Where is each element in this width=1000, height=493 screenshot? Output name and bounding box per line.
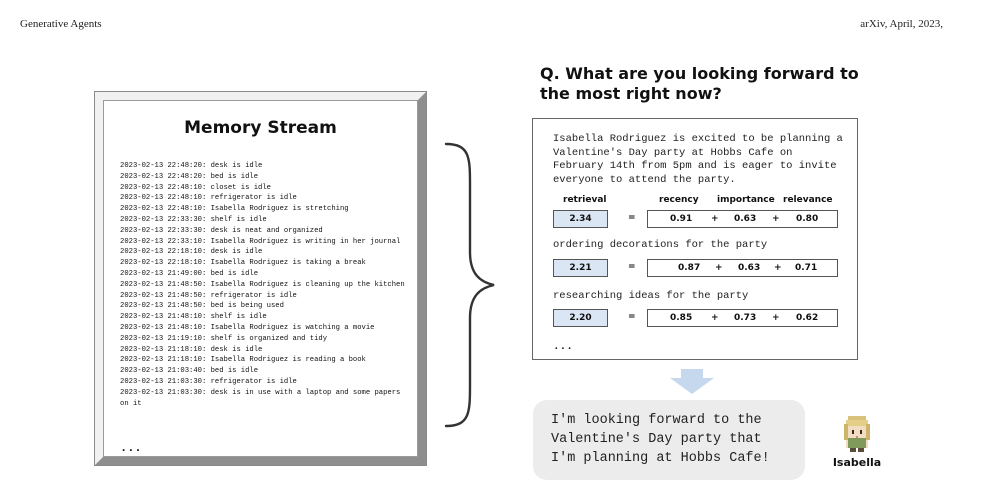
agent-answer-bubble	[533, 400, 805, 480]
score-components-box	[647, 309, 838, 327]
memory-text-line: ordering decorations for the party	[553, 239, 768, 251]
memory-entry: 2023-02-13 21:48:10: Isabella Rodriguez is watching a movie	[120, 323, 375, 332]
memory-entry: 2023-02-13 22:33:30: shelf is idle	[120, 215, 267, 224]
retrieved-memory-text	[553, 133, 843, 187]
running-header-venue: arXiv, April, 2023,	[860, 18, 943, 30]
agent-name-label: Isabella	[832, 456, 882, 469]
retrieval-score-box: 2.21	[553, 259, 608, 277]
down-arrow-icon	[669, 369, 715, 395]
retrieved-memory-text	[553, 290, 748, 304]
header-relevance: relevance	[783, 195, 833, 205]
retrieval-score-box: 2.20	[553, 309, 608, 327]
memory-entry: 2023-02-13 22:33:30: desk is neat and organized	[120, 226, 323, 235]
recency-value: 0.85	[670, 313, 693, 323]
memory-entry: 2023-02-13 22:48:20: desk is idle	[120, 162, 263, 170]
memory-entry: 2023-02-13 21:48:10: shelf is idle	[120, 313, 267, 322]
question-text: Q. What are you looking forward to the most right now?	[540, 64, 859, 103]
plus-sign: +	[711, 313, 719, 323]
memory-entry: 2023-02-13 21:03:30: refrigerator is idle	[120, 377, 297, 386]
memory-text-line: everyone to attend the party.	[553, 173, 736, 186]
memory-entry: 2023-02-13 22:48:10: Isabella Rodriguez is stretching	[120, 205, 349, 214]
retrieval-score-box: 2.34	[553, 210, 608, 228]
score-components-box	[647, 259, 838, 277]
memory-stream-ellipsis: ...	[120, 441, 142, 455]
plus-sign: +	[772, 214, 780, 224]
equals-sign: =	[628, 262, 636, 272]
answer-line: I'm looking forward to the	[551, 413, 762, 428]
header-importance: importance	[717, 195, 775, 205]
retrieval-ellipsis: ...	[553, 341, 573, 353]
memory-stream-list	[120, 161, 410, 409]
memory-entry: 2023-02-13 21:03:30: desk is in use with a laptop and some papers on it	[120, 388, 401, 408]
importance-value: 0.73	[734, 313, 757, 323]
memory-entry: 2023-02-13 21:48:50: bed is being used	[120, 302, 284, 311]
memory-stream-panel	[95, 92, 426, 465]
plus-sign: +	[774, 263, 782, 273]
memory-text-line: Isabella Rodriguez is excited to be planning a	[553, 133, 843, 145]
plus-sign: +	[711, 214, 719, 224]
isabella-pixel-avatar-icon	[838, 414, 876, 454]
retrieved-memory-text	[553, 239, 767, 253]
memory-entry: 2023-02-13 22:48:10: refrigerator is idle	[120, 194, 297, 203]
memory-entry: 2023-02-13 21:19:10: shelf is organized and tidy	[120, 334, 328, 343]
relevance-value: 0.62	[796, 313, 819, 323]
memory-entry: 2023-02-13 21:18:10: desk is idle	[120, 345, 263, 354]
relevance-value: 0.71	[795, 263, 818, 273]
memory-entry: 2023-02-13 21:49:00: bed is idle	[120, 269, 259, 278]
header-retrieval: retrieval	[563, 195, 607, 205]
memory-entry: 2023-02-13 22:18:10: desk is idle	[120, 248, 263, 257]
equals-sign: =	[628, 312, 636, 322]
memory-text-line: researching ideas for the party	[553, 290, 749, 302]
importance-value: 0.63	[738, 263, 761, 273]
retrieval-panel	[532, 118, 858, 360]
memory-entry: 2023-02-13 22:18:10: Isabella Rodriguez is taking a break	[120, 259, 366, 268]
memory-entry: 2023-02-13 22:33:10: Isabella Rodriguez is writing in her journal	[120, 237, 401, 246]
memory-entry: 2023-02-13 21:48:50: refrigerator is idle	[120, 291, 297, 300]
memory-entry: 2023-02-13 22:48:10: closet is idle	[120, 183, 271, 192]
plus-sign: +	[772, 313, 780, 323]
answer-line: Valentine's Day party that	[551, 432, 762, 447]
memory-entry: 2023-02-13 21:48:50: Isabella Rodriguez is cleaning up the kitchen	[120, 280, 405, 289]
memory-stream-inner	[103, 100, 418, 457]
curly-brace-icon	[440, 140, 500, 430]
memory-text-line: Valentine's Day party at Hobbs Cafe on	[553, 146, 793, 159]
memory-text-line: February 14th from 5pm and is eager to invite	[553, 160, 837, 172]
recency-value: 0.91	[670, 214, 693, 224]
memory-stream-title: Memory Stream	[184, 118, 337, 138]
memory-entry: 2023-02-13 22:48:20: bed is idle	[120, 172, 259, 181]
memory-entry: 2023-02-13 21:03:40: bed is idle	[120, 367, 259, 376]
equals-sign: =	[628, 213, 636, 223]
recency-value: 0.87	[678, 263, 701, 273]
header-recency: recency	[659, 195, 699, 205]
plus-sign: +	[715, 263, 723, 273]
relevance-value: 0.80	[796, 214, 819, 224]
running-header-title: Generative Agents	[20, 18, 102, 30]
importance-value: 0.63	[734, 214, 757, 224]
score-components-box	[647, 210, 838, 228]
memory-entry: 2023-02-13 21:18:10: Isabella Rodriguez is reading a book	[120, 356, 366, 365]
answer-line: I'm planning at Hobbs Cafe!	[551, 451, 770, 466]
